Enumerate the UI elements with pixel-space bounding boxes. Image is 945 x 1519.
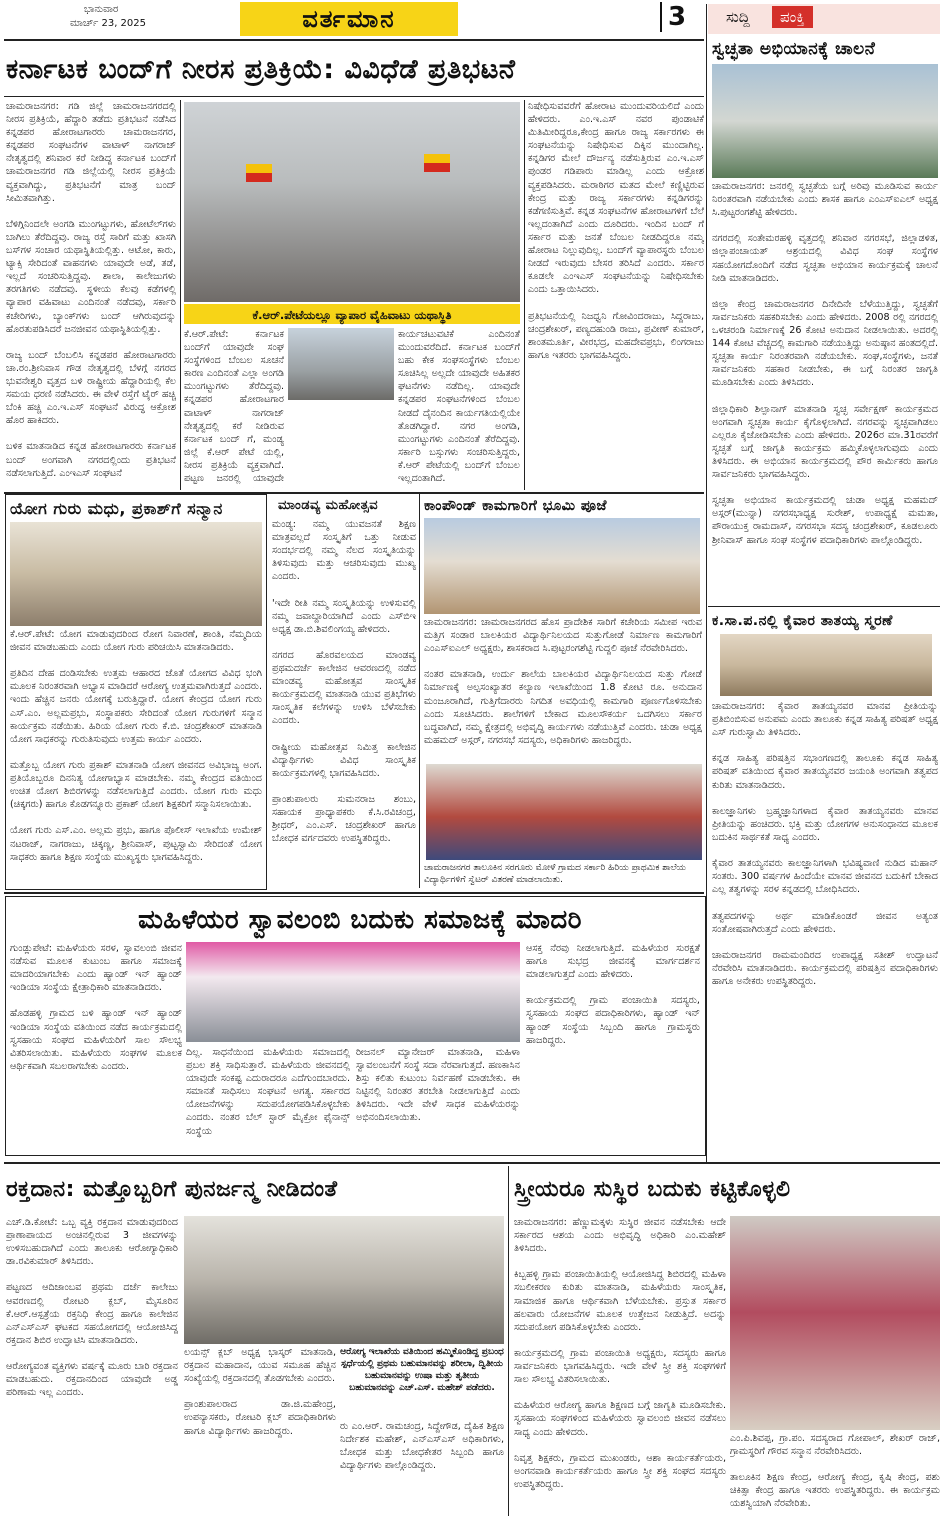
section-rule-3 [4,1162,940,1164]
kasapa-headline: ಕ.ಸಾ.ಪ.ನಲ್ಲಿ ಕೈವಾರ ತಾತಯ್ಯ ಸ್ಮರಣೆ [712,613,893,629]
masthead-rule [4,39,704,41]
mahila-col4: ಆಸಕ್ತ ನೆರವು ನೀಡಲಾಗುತ್ತಿದೆ. ಮಹಿಳೆಯರ ಸುರಕ್ಷತೆ ಹಾಗೂ ಸುಭದ್ರ ಜೀವನಕ್ಕೆ ಮಾರ್ಗದರ್ಶನ ಮಾಡಲಾಗುತ್ತದೆ ಎಂದು ಹೇಳಿದರು. ಕಾರ್ಯಕ್ರಮದಲ್ಲಿ ಗ್ರಾಮ ಪಂಚಾಯಿತಿ ಸದಸ್ಯರು, ಸ್ವಸಹಾಯ ಸಂಘದ ಪದಾಧಿಕಾರಿಗಳು, ಹ್ಯಾಂಡ್ ಇನ್ ಹ್ಯಾಂಡ್ ಸಂಸ್ಥೆಯ ಸಿಬ್ಬಂದಿ ಹಾಗೂ ಗ್ರಾಮಸ್ಥರು ಹಾಜರಿದ್ದರು. [526,943,700,1046]
kr-pete-caption-banner [184,304,520,324]
mahila-stage-photo [186,942,520,1042]
section-rule-2 [4,892,704,894]
kr-pete-col1: ಕೆ.ಆರ್.ಪೇಟೆ: ಕರ್ನಾಟಕ ಬಂದ್‌ಗೆ ಯಾವುದೇ ಸಂಘ ಸಂಸ್ಥೆಗಳಿಂದ ಬೆಂಬಲ ಸೂಚನೆ ಕಾರಣ ಎಂದಿನಂತೆ ಎಲ್ಲಾ ಅಂಗಡಿ ಮುಂಗಟ್ಟುಗಳು ತೆರೆದಿದ್ದವು. ಕನ್ನಡಪರ ಹೋರಾಟಗಾರ ವಾಟಾಳ್ ನಾಗರಾಜ್ ನೇತೃತ್ವದಲ್ಲಿ ಕರೆ ನೀಡಿರುವ ಕರ್ನಾಟಕ ಬಂದ್ ಗೆ, ಮಂಡ್ಯ ಜಿಲ್ಲೆ ಕೆ.ಆರ್ ಪೇಟೆ ಯಲ್ಲಿ, ನೀರಸ ಪ್ರತಿಕ್ರಿಯೆ ವ್ಯಕ್ತವಾಗಿದೆ. ಪಟ್ಟಣ ಜನರಲ್ಲಿ ಯಾವುದೇ [184,329,284,485]
bottom-col-rule [508,1166,509,1516]
mandavya-rule [419,494,420,888]
compound-body: ಚಾಮರಾಜನಗರ: ಚಾಮರಾಜನಗರದ ಹೊಸ ಪ್ರಾದೇಶಿಕ ಸಾರಿಗೆ ಕಚೇರಿಯ ಸಮೀಪ ಇರುವ ಮತ್ತಿಗ ಸಂಡಾರ ಬಾಲಕಿಯರ ವಿದ್ಯಾರ್ಥಿನಿಲಯದ ಸುತ್ತುಗೋಡೆ ನಿರ್ಮಾಣ ಕಾಮಗಾರಿಗೆ ಎಂಎಸ್‌ಐಎಲ್ ಅಧ್ಯಕ್ಷರು, ಶಾಸಕರಾದ ಸಿ.ಪುಟ್ಟರಂಗಶೆಟ್ಟಿ ಗುದ್ದಲಿ ಪೂಜೆ ನೆರವೇರಿಸಿದರು. ನಂತರ ಮಾತನಾಡಿ, ಉರ್ದು ಶಾಲೆಯ ಬಾಲಕಿಯರ ವಿದ್ಯಾರ್ಥಿನಿಲಯದ ಸುತ್ತು ಗೋಡೆ ನಿರ್ಮಾಣಕ್ಕೆ ಅಲ್ಪಸಂಖ್ಯಾತರ ಕಲ್ಯಾಣ ಇಲಾಖೆಯಿಂದ 1.8 ಕೋಟಿ ರೂ. ಅನುದಾನ ಮಂಜೂರಾಗಿದೆ, ಗುತ್ತಿಗೆದಾರರು ನಿಗದಿತ ಅವಧಿಯಲ್ಲಿ ಕಾಮಗಾರಿ ಪೂರ್ಣಗೊಳಿಸಬೇಕು ಎಂದು ಸೂಚಿಸಿದರು. ಶಾಲೆಗಳಿಗೆ ಬೇಕಾದ ಮೂಲಸೌಕರ್ಯ ಒದಗಿಸಲು ಸರ್ಕಾರ ಬದ್ಧವಾಗಿದೆ, ನಮ್ಮ ಕ್ಷೇತ್ರದಲ್ಲಿ ಅಭಿವೃದ್ಧಿ ಕಾರ್ಯಗಳು ನಡೆಯುತ್ತಿವೆ ಎಂದರು. ಚುಡಾ ಅಧ್ಯಕ್ಷ ಮಹಮದ್ ಅಸ್ಗರ್, ನಗರಸಭೆ ಸದಸ್ಯರು, ಅಧಿಕಾರಿಗಳು ಹಾಜರಿದ್ದರು. [424,617,702,746]
kr-pete-col2: ಕಾರ್ಯಚಟುವಟಿಕೆ ಎಂದಿನಂತೆ ಮುಂದುವರೆದಿದೆ. ಕರ್ನಾಟಕ ಬಂದ್‌ಗೆ ಬಹು ಕೇಕ ಸಂಘಸಂಸ್ಥೆಗಳು ಬೆಂಬಲ ಸೂಚಿಸಿಲ್ಲ ಅಲ್ಲದೇ ಯಾವುದೇ ಅಹಿತಕರ ಘಟನೆಗಳು ನಡೆದಿಲ್ಲ. ಯಾವುದೇ ಕನ್ನಡಪರ ಸಂಘಟನೆಗಳಿಂದ ಬೆಂಬಲ ನೀಡದೆ ದೈನಂದಿನ ಕಾರ್ಯಗತಿಯಲ್ಲಿಯೇ ತೊಡಗಿದ್ದಾರೆ. ನಗರ ಅಂಗಡಿ, ಮುಂಗಟ್ಟುಗಳು ಎಂದಿನಂತೆ ತೆರೆದಿದ್ದವು. ಸರ್ಕಾರಿ ಬಸ್ಸುಗಳು ಸಂಚರಿಸುತ್ತಿದ್ದರು, ಕೆ.ಆರ್ ಪೇಟೆಯಲ್ಲಿ ಬಂದ್‌ಗೆ ಬೆಂಬಲ ಇಲ್ಲದಂತಾಗಿದೆ. [398,329,520,485]
bhoomi-pooje-photo [424,518,700,614]
kr-pete-market-photo [288,328,394,400]
mahila-col1: ಗುಂಡ್ಲುಪೇಟೆ: ಮಹಿಳೆಯರು ಸರಳ, ಸ್ವಾವಲಂಬಿ ಜೀವನ ನಡೆಸುವ ಮೂಲಕ ಕುಟುಂಬ ಹಾಗೂ ಸಮಾಜಕ್ಕೆ ಮಾದರಿಯಾಗಬೇಕು ಎಂದು ಹ್ಯಾಂಡ್ ಇನ್ ಹ್ಯಾಂಡ್ ಇಂಡಿಯಾ ಸಂಸ್ಥೆಯ ಕ್ಷೇತ್ರಾಧಿಕಾರಿ ಮಾತನಾಡಿದರು. ಹೊಡಹಳ್ಳಿ ಗ್ರಾಮದ ಬಳಿ ಹ್ಯಾಂಡ್ ಇನ್ ಹ್ಯಾಂಡ್ ಇಂಡಿಯಾ ಸಂಸ್ಥೆಯ ವತಿಯಿಂದ ನಡೆದ ಕಾರ್ಯಕ್ರಮದಲ್ಲಿ ಸ್ವಸಹಾಯ ಸಂಘದ ಮಹಿಳೆಯರಿಗೆ ಸಾಲ ಸೌಲಭ್ಯ ವಿತರಿಸಲಾಯಿತು. ಮಹಿಳೆಯರು ಸಂಘಗಳ ಮೂಲಕ ಆರ್ಥಿಕವಾಗಿ ಸಬಲರಾಗಬೇಕು ಎಂದರು. [10,943,182,1072]
stree-right-col: ಎಂ.ಪಿ.ಶಿವಪ್ಪ, ಗ್ರಾ.ಪಂ. ಸದಸ್ಯರಾದ ಗೋಪಾಲ್, ಶೇಖರ್ ರಾಜ್, ಗ್ರಾಮಸ್ಥರಿಗೆ ಗೌರವ ಸನ್ಮಾನ ನೆರವೇರಿಸಿದರು. ತಾಲೂಕಿನ ಶಿಕ್ಷಣ ಕೇಂದ್ರ, ಆರೋಗ್ಯ ಕೇಂದ್ರ, ಕೃಷಿ ಕೇಂದ್ರ, ಪಶು ಚಿಕಿತ್ಸಾ ಕೇಂದ್ರ ಹಾಗೂ ಇತರರು ಉಪಸ್ಥಿತರಿದ್ದರು. ಈ ಕಾರ್ಯಕ್ರಮ ಯಶಸ್ವಿಯಾಗಿ ನೆರವೇರಿತು. [730,1433,940,1510]
main-headline: ಕರ್ನಾಟಕ ಬಂದ್‌ಗೆ ನೀರಸ ಪ್ರತಿಕ್ರಿಯೆ: ವಿವಿಧೆಡೆ ಪ್ರತಿಭಟನೆ [6,54,516,85]
main-col1: ಚಾಮರಾಜನಗರ: ಗಡಿ ಜಿಲ್ಲೆ ಚಾಮರಾಜನಗರದಲ್ಲಿ ನೀರಸ ಪ್ರತಿಕ್ರಿಯೆ, ಹೆದ್ದಾರಿ ತಡೆದು ಪ್ರತಿಭಟನೆ ನಡೆಸಿದ ಕನ್ನಡಪರ ಹೋರಾಟಗಾರರು ಚಾಮರಾಜನಗರ, ಕನ್ನಡಪರ ಸಂಘಟನೆಗಳ ವಾಟಾಳ್ ನಾಗರಾಜ್ ನೇತೃತ್ವದಲ್ಲಿ ಶನಿವಾರ ಕರೆ ನೀಡಿದ್ದ ಕರ್ನಾಟಕ ಬಂದ್‌ಗೆ ಚಾಮರಾಜನಗರ ಗಡಿ ಜಿಲ್ಲೆಯಲ್ಲಿ ನೀರಸ ಪ್ರತಿಕ್ರಿಯೆ ವ್ಯಕ್ತವಾಗಿದ್ದು, ಪ್ರತಿಭಟನೆಗೆ ಮಾತ್ರ ಬಂದ್ ಸೀಮಿತವಾಗಿತ್ತು. ಬೆಳಿಗ್ಗಿನಿಂದಲೇ ಅಂಗಡಿ ಮುಂಗಟ್ಟುಗಳು, ಹೋಟೆಲ್‌ಗಳು ಬಾಗಿಲು ತೆರೆದಿದ್ದವು. ರಾಜ್ಯ ರಸ್ತೆ ಸಾರಿಗೆ ಮತ್ತು ಖಾಸಗಿ ಬಸ್‌ಗಳ ಸಂಚಾರ ಯಥಾಸ್ಥಿತಿಯಲ್ಲಿತ್ತು. ಆಟೋ, ಕಾರು, ಟ್ಯಾಕ್ಸಿ ಸೇರಿದಂತೆ ವಾಹನಗಳು ಯಾವುದೇ ಅಡೆ, ತಡೆ, ಇಲ್ಲದೆ ಸಂಚರಿಸುತ್ತಿದ್ದವು. ಶಾಲಾ, ಕಾಲೇಜುಗಳು ತರಗತಿಗಳು ನಡೆದವು. ಸ್ಥಳೀಯ ಕೆಲವು ಕಡೆಗಳಲ್ಲಿ ವ್ಯಾಪಾರ ವಹಿವಾಟು ಎಂದಿನಂತೆ ನಡೆದವು, ಸರ್ಕಾರಿ ಕಚೇರಿಗಳು, ಬ್ಯಾಂಕ್‌ಗಳು ಬಂದ್ ಆಗಿರುವುದನ್ನು ಹೊರತುಪಡಿಸಿದರೆ ಜನಜೀವನ ಯಥಾಸ್ಥಿತಿಯಲ್ಲಿತ್ತು. ರಾಜ್ಯ ಬಂದ್ ಬೆಂಬಲಿಸಿ ಕನ್ನಡಪರ ಹೋರಾಟಗಾರರು ಚಾ.ರಂ.ಶ್ರೀನಿವಾಸ ಗೌಡ ನೇತೃತ್ವದಲ್ಲಿ ಬೆಳಗ್ಗೆ ನಗರದ ಭುವನೇಶ್ವರಿ ವೃತ್ತದ ಬಳಿ ರಾಷ್ಟ್ರೀಯ ಹೆದ್ದಾರಿಯಲ್ಲಿ ಕೆಲ ಸಮಯ ಧರಣಿ ನಡೆಸಿದರು. ಈ ವೇಳೆ ರಸ್ತೆಗೆ ಟೈರ್ ಹಚ್ಚಿ ಬೆಂಕಿ ಹಚ್ಚಿ ಎಂ.ಇ.ಎಸ್ ಸಂಘಟನೆ ವಿರುದ್ಧ ಆಕ್ರೋಶ ಹೊರ ಹಾಕಿದರು. ಬಳಿಕ ಮಾತನಾಡಿದ ಕನ್ನಡ ಹೋರಾಟಗಾರರು ಕರ್ನಾಟಕ ಬಂದ್ ಅಂಗವಾಗಿ ನಗರದಲ್ಲಿಂದು ಪ್ರತಿಭಟನೆ ನಡೆಸಲಾಗುತ್ತಿದೆ. ಎಂಇಎಸ್ ಸಂಘಟನೆ [6,101,176,479]
mahila-headline: ಮಹಿಳೆಯರ ಸ್ವಾವಲಂಬಿ ಬದುಕು ಸಮಾಜಕ್ಕೆ ಮಾದರಿ [138,905,582,935]
swachata-body: ಚಾಮರಾಜನಗರ: ಜನರಲ್ಲಿ ಸ್ವಚ್ಛತೆಯ ಬಗ್ಗೆ ಅರಿವು ಮೂಡಿಸುವ ಕಾರ್ಯ ನಿರಂತರವಾಗಿ ನಡೆಯಬೇಕು ಎಂದು ಶಾಸಕ ಹಾಗೂ ಎಂಎಸ್‌ಐಎಲ್ ಅಧ್ಯಕ್ಷ ಸಿ.ಪುಟ್ಟರಂಗಶೆಟ್ಟಿ ಹೇಳಿದರು. ನಗರದಲ್ಲಿ ಸಂತೇಮರಹಳ್ಳಿ ವೃತ್ತದಲ್ಲಿ ಶನಿವಾರ ನಗರಸಭೆ, ಜಿಲ್ಲಾಡಳಿತ, ಜಿಲ್ಲಾಪಂಚಾಯತ್ ಆಶ್ರಯದಲ್ಲಿ ವಿವಿಧ ಸಂಘ ಸಂಸ್ಥೆಗಳ ಸಹಯೋಗದೊಂದಿಗೆ ನಡೆದ ಸ್ವಚ್ಛತಾ ಅಭಿಯಾನ ಕಾರ್ಯಕ್ರಮಕ್ಕೆ ಚಾಲನೆ ನೀಡಿ ಮಾತನಾಡಿದರು. ಜಿಲ್ಲಾ ಕೇಂದ್ರ ಚಾಮರಾಜನಗರ ದಿನೇದಿನೇ ಬೆಳೆಯುತ್ತಿದ್ದು, ಸ್ವಚ್ಛತೆಗೆ ಸಾರ್ವಜನಿಕರು ಸಹಕರಿಸಬೇಕು ಎಂದು ಹೇಳಿದರು. 2008 ರಲ್ಲಿ ನಗರದಲ್ಲಿ ಒಳಚರಂಡಿ ನಿರ್ಮಾಣಕ್ಕೆ 26 ಕೋಟಿ ಅನುದಾನ ನೀಡಲಾಯಿತು. ಅದರಲ್ಲಿ 144 ಕೋಟಿ ವೆಚ್ಚದಲ್ಲಿ ಕಾಮಗಾರಿ ನಡೆಯುತ್ತಿದ್ದು ಅನುಷ್ಠಾನ ಹಂತದಲ್ಲಿದೆ. ಸ್ವಚ್ಛತಾ ಕಾರ್ಯ ನಿರಂತರವಾಗಿ ನಡೆಯಬೇಕು. ಸಂಘ,ಸಂಸ್ಥೆಗಳು, ಜನತೆ ಸಾರ್ವಜನಿಕರು ಸಹಕಾರ ನೀಡಬೇಕು, ಈ ಬಗ್ಗೆ ನಿರಂತರ ಜಾಗೃತಿ ಮೂಡಿಸಬೇಕು ಎಂದು ತಿಳಿಸಿದರು. ಜಿಲ್ಲಾಧಿಕಾರಿ ಶಿಲ್ಪಾನಾಗ್ ಮಾತನಾಡಿ ಸ್ವಚ್ಛ ಸರ್ವೇಕ್ಷಣ್ ಕಾರ್ಯಕ್ರಮದ ಅಂಗವಾಗಿ ಸ್ವಚ್ಛತಾ ಕಾರ್ಯ ಕೈಗೊಳ್ಳಲಾಗಿದೆ. ನಗರವನ್ನು ಸ್ವಚ್ಛವಾಗಿಡಲು ಎಲ್ಲರೂ ಕೈಜೋಡಿಸಬೇಕು ಎಂದು ಹೇಳಿದರು. 2026ರ ಮಾ.31ರವರೆಗೆ ಸ್ವಚ್ಛತೆ ಬಗ್ಗೆ ಜಾಗೃತಿ ಕಾರ್ಯಕ್ರಮ ಹಮ್ಮಿಕೊಳ್ಳಲಾಗುವುದು ಎಂದು ತಿಳಿಸಿದರು. ಈ ಅಭಿಯಾನ ಕಾರ್ಯಕ್ರಮದಲ್ಲಿ ಪೌರ ಕಾರ್ಮಿಕರು ಹಾಗೂ ಸಾರ್ವಜನಿಕರು ಭಾಗವಹಿಸಿದ್ದರು. ಸ್ವಚ್ಛತಾ ಅಭಿಯಾನ ಕಾರ್ಯಕ್ರಮದಲ್ಲಿ ಚುಡಾ ಅಧ್ಯಕ್ಷ ಮಹಮದ್ ಅಸ್ಗರ್(ಮುನ್ನಾ) ನಗರಸಭಾಧ್ಯಕ್ಷ ಸುರೇಶ್, ಉಪಾಧ್ಯಕ್ಷೆ ಮಮತಾ, ಪೌರಾಯುಕ್ತ ರಾಮದಾಸ್, ನಗರಸಭಾ ಸದಸ್ಯ ಚಂದ್ರಶೇಖರ್, ಕೂಡಲೂರು ಶ್ರೀನಿವಾಸ್ ಹಾಗೂ ಸಂಘ ಸಂಸ್ಥೆಗಳ ಪದಾಧಿಕಾರಿಗಳು ಪಾಲ್ಗೊಂಡಿದ್ದರು. [712,181,938,546]
masthead-date: ಮಾರ್ಚ್ 23, 2025 [70,18,146,29]
main-col3: ನಿಷೇಧಿಸುವವರೆಗೆ ಹೋರಾಟ ಮುಂದುವರಿಯಲಿದೆ ಎಂದು ಹೇಳಿದರು. ಎಂ.ಇ.ಎಸ್ ನವರ ಪುಂಡಾಟಿಕೆ ಮಿತಿಮೀರಿದ್ದರೂ,ಕೇಂದ್ರ ಹಾಗೂ ರಾಜ್ಯ ಸರ್ಕಾರಗಳು ಈ ಸಂಘಟನೆಯನ್ನು ನಿಷೇಧಿಸುವ ದಿಕ್ಕಿನ ಮುಂದಾಗಿಲ್ಲ. ಕನ್ನಡಿಗರ ಮೇಲೆ ದೌರ್ಜನ್ಯ ನಡೆಸುತ್ತಿರುವ ಎಂ.ಇ.ಎಸ್ ಪುಂಡರ ಗಡಿಪಾರು ಮಾಡಿಲ್ಲ ಎಂದು ಆಕ್ರೋಶ ವ್ಯಕ್ತಪಡಿಸಿದರು. ಮರಾಠಿಗರ ಮತದ ಮೇಲೆ ಕಣ್ಣಿಟ್ಟಿರುವ ಕೇಂದ್ರ ಮತ್ತು ರಾಜ್ಯ ಸರ್ಕಾರಗಳು ಕನ್ನಡಿಗರನ್ನು ಕಡೆಗಣಿಸುತ್ತಿವೆ. ಕನ್ನಡ ಸಂಘಟನೆಗಳ ಹೋರಾಟಗಳಿಗೆ ಬೆಲೆ ಇಲ್ಲದಂತಾಗಿದೆ ಎಂದು ದೂರಿದರು. ಇಂದಿನ ಬಂದ್ ಗೆ ಸರ್ಕಾರ ಮತ್ತು ಜನತೆ ಬೆಂಬಲ ನೀಡದಿದ್ದರೂ ನಮ್ಮ ಹೋರಾಟ ನಿಲ್ಲುವುದಿಲ್ಲ. ಬಂದ್‌ಗೆ ವ್ಯಾಪಾರಸ್ಥರು ಬೆಂಬಲ ನೀಡದೆ ಇರುವುದು ಬೇಸರ ತರಿಸಿದೆ ಎಂದರು. ಸರ್ಕಾರ ಕೂಡಲೇ ಎಂಇಎಸ್ ಸಂಘಟನೆಯನ್ನು ನಿಷೇಧಿಸಬೇಕು ಎಂದು ಒತ್ತಾಯಿಸಿದರು. ಪ್ರತಿಭಟನೆಯಲ್ಲಿ ನಿಜಧ್ವನಿ ಗೋವಿಂದರಾಜು, ಸಿದ್ದರಾಜು, ಚಂದ್ರಶೇಖರ್, ಪಣ್ಯದಹುಂಡಿ ರಾಜು, ಪ್ರವೀಣ್ ಕುಮಾರ್, ಶಾಂತಮೂರ್ತಿ, ವೀರಭದ್ರ, ಮಹದೇವಪ್ರಭು, ಲಿಂಗರಾಜು ಹಾಗೂ ಇತರರು ಭಾಗವಹಿಸಿದ್ದರು. [528,101,704,361]
page-number: 3 [660,2,686,32]
stree-body: ಚಾಮರಾಜನಗರ: ಹೆಣ್ಣುಮಕ್ಕಳು ಸುಸ್ಥಿರ ಜೀವನ ನಡೆಸಬೇಕು ಆದೇ ಸರ್ಕಾರದ ಆಶಯ ಎಂದು ಅಭಿವೃದ್ಧಿ ಅಧಿಕಾರಿ ಎಂ.ಮಹೇಶ್ ತಿಳಿಸಿದರು. ಕಿಬ್ಬಹಳ್ಳಿ ಗ್ರಾಮ ಪಂಚಾಯಿತಿಯಲ್ಲಿ ಆಯೋಜಿಸಿದ್ದ ಶಿಬಿರದಲ್ಲಿ ಮಹಿಳಾ ಸಬಲೀಕರಣ ಕುರಿತು ಮಾತನಾಡಿ, ಮಹಿಳೆಯರು ಸಾಂಸ್ಕೃತಿಕ, ಸಾಮಾಜಿಕ ಹಾಗೂ ಆರ್ಥಿಕವಾಗಿ ಬೆಳೆಯಬೇಕು. ಪ್ರಸ್ತುತ ಸರ್ಕಾರ ಹಲವಾರು ಯೋಜನೆಗಳ ಮೂಲಕ ಉತ್ತೇಜನ ನೀಡುತ್ತಿದೆ. ಅದನ್ನು ಸದುಪಯೋಗ ಪಡಿಸಿಕೊಳ್ಳಬೇಕು ಎಂದರು. ಕಾರ್ಯಕ್ರಮದಲ್ಲಿ ಗ್ರಾಮ ಪಂಚಾಯಿತಿ ಅಧ್ಯಕ್ಷರು, ಸದಸ್ಯರು ಹಾಗೂ ಸಾರ್ವಜನಿಕರು ಭಾಗವಹಿಸಿದ್ದರು. ಇದೇ ವೇಳೆ ಸ್ತ್ರೀ ಶಕ್ತಿ ಸಂಘಗಳಿಗೆ ಸಾಲ ಸೌಲಭ್ಯ ವಿತರಿಸಲಾಯಿತು. ಮಹಿಳೆಯರ ಆರೋಗ್ಯ ಹಾಗೂ ಶಿಕ್ಷಣದ ಬಗ್ಗೆ ಜಾಗೃತಿ ಮೂಡಿಸಬೇಕು. ಸ್ವಸಹಾಯ ಸಂಘಗಳಿಂದ ಮಹಿಳೆಯರು ಸ್ವಾವಲಂಬಿ ಜೀವನ ನಡೆಸಲು ಸಾಧ್ಯ ಎಂದು ಹೇಳಿದರು. ನಿವೃತ್ತ ಶಿಕ್ಷಕರು, ಗ್ರಾಮದ ಮುಖಂಡರು, ಆಶಾ ಕಾರ್ಯಕರ್ತೆಯರು, ಅಂಗನವಾಡಿ ಕಾರ್ಯಕರ್ತೆಯರು ಹಾಗೂ ಸ್ತ್ರೀ ಶಕ್ತಿ ಸಂಘದ ಸದಸ್ಯರು ಉಪಸ್ಥಿತರಿದ್ದರು. [514,1217,726,1490]
sidebar-rule-2 [708,606,940,607]
main-col-rule-1 [180,100,181,490]
raktadana-col3: ರು ಎಂ.ಆರ್. ರಾಮಚಂದ್ರ, ಸಿದ್ದೇಗೌಡ, ದೈಹಿಕ ಶಿಕ್ಷಣ ನಿರ್ದೇಶಕ ಮಹೇಶ್, ಎನ್‌ಎಸ್‌ಎಸ್ ಅಧಿಕಾರಿಗಳು, ಬೋಧಕ ಮತ್ತು ಬೋಧಕೇತರ ಸಿಬ್ಬಂದಿ ಹಾಗೂ ವಿದ್ಯಾರ್ಥಿಗಳು ಪಾಲ್ಗೊಂಡಿದ್ದರು. [340,1421,504,1472]
pankthi-label: ಪಂಕ್ತಿ [772,6,813,28]
swachata-headline: ಸ್ವಚ್ಛತಾ ಅಭಿಯಾನಕ್ಕೆ ಚಾಲನೆ [712,39,876,59]
sudhi-label: ಸುದ್ದಿ [726,8,750,26]
raktadana-headline: ರಕ್ತದಾನ: ಮತ್ತೊಬ್ಬರಿಗೆ ಪುನರ್ಜನ್ಮ ನೀಡಿದಂತೆ [6,1177,338,1202]
yoga-headline: ಯೋಗ ಗುರು ಮಧು, ಪ್ರಕಾಶ್‌ಗೆ ಸನ್ಮಾನ [10,499,223,518]
mandavya-body: ಮಂಡ್ಯ: ನಮ್ಮ ಯುವಜನತೆ ಶಿಕ್ಷಣ ಮಾತ್ರವಲ್ಲದೆ ಸಂಸ್ಕೃತಿಗೆ ಒತ್ತು ನೀಡುವ ಸಂದರ್ಭದಲ್ಲಿ ನಮ್ಮ ನೆಲದ ಸಂಸ್ಕೃತಿಯನ್ನು ತಿಳಿಸುವುದು ಮತ್ತು ಆಚರಿಸುವುದು ಮುಖ್ಯ ಎಂದರು. 'ಇದೇ ರೀತಿ ನಮ್ಮ ಸಂಸ್ಕೃತಿಯನ್ನು ಉಳಿಸುವಲ್ಲಿ ನಮ್ಮ ಜವಾಬ್ದಾರಿಯಾಗಿದೆ ಎಂದು ಎಸ್‌ಬಿಇ ಅಧ್ಯಕ್ಷ ಡಾ.ಬಿ.ಶಿವಲಿಂಗಯ್ಯ ಹೇಳಿದರು. ನಗರದ ಹೊರವಲಯದ ಮಾಂಡವ್ಯ ಪ್ರಥಮದರ್ಜೆ ಕಾಲೇಜಿನ ಆವರಣದಲ್ಲಿ ನಡೆದ ಮಾಂಡವ್ಯ ಮಹೋತ್ಸವ ಸಾಂಸ್ಕೃತಿಕ ಕಾರ್ಯಕ್ರಮದಲ್ಲಿ ಮಾತನಾಡಿ ಯುವ ಪ್ರತಿಭೆಗಳು ಸಾಂಸ್ಕೃತಿಕ ಕಲೆಗಳನ್ನು ಉಳಿಸಿ ಬೆಳೆಸಬೇಕು ಎಂದರು. ರಾಷ್ಟ್ರೀಯ ಮಹೋತ್ಸವ ನಿಮಿತ್ತ ಕಾಲೇಜಿನ ವಿದ್ಯಾರ್ಥಿಗಳು ವಿವಿಧ ಸಾಂಸ್ಕೃತಿಕ ಕಾರ್ಯಕ್ರಮಗಳಲ್ಲಿ ಭಾಗವಹಿಸಿದರು. ಪ್ರಾಂಶುಪಾಲರು ಸುಮನರಾಜ ಶಂಬು, ಸಹಾಯಕ ಪ್ರಾಧ್ಯಾಪಕರು ಕೆ.ಸಿ.ರವಿಚಂದ್ರ, ಶ್ರೀಧರ್, ಎಂ.ಎಸ್. ಚಂದ್ರಶೇಖರ್ ಹಾಗೂ ಬೋಧಕ ವರ್ಗದವರು ಉಪಸ್ಥಿತರಿದ್ದರು. [272,519,416,845]
sweater-caption: ಚಾಮರಾಜನಗರ ತಾಲೂಕಿನ ಸರಗೂರು ಮೋಳೆ ಗ್ರಾಮದ ಸರ್ಕಾರಿ ಹಿರಿಯ ಪ್ರಾಥಮಿಕ ಶಾಲೆಯ ವಿದ್ಯಾರ್ಥಿಗಳಿಗೆ ಸ್ವೆಟರ್ ವಿತರಣೆ ಮಾಡಲಾಯಿತು. [424,863,686,885]
compound-headline: ಕಾಂಪೌಂಡ್ ಕಾಮಗಾರಿಗೆ ಭೂಮಿ ಪೂಜೆ [424,498,607,514]
bandh-protest-photo [184,102,520,302]
masthead-logo [240,2,458,36]
stree-headline: ಸ್ತ್ರೀಯರೂ ಸುಸ್ಥಿರ ಬದುಕು ಕಟ್ಟಿಕೊಳ್ಳಲಿ [514,1177,791,1202]
mahila-col2: ದಿಲ್ಲ. ಸಾಧನೆಯಿಂದ ಮಹಿಳೆಯರು ಸಮಾಜದಲ್ಲಿ ಪ್ರಬಲ ಶಕ್ತಿ ಸಾಧಿಸುತ್ತಾರೆ. ಮಹಿಳೆಯರು ಜೀವನದಲ್ಲಿ ಯಾವುದೇ ಸಂಕಷ್ಟ ಎದುರಾದರೂ ಎದೆಗುಂದಬಾರದು. ಸಮಾನತೆ ಸಾಧಿಸಲು ಸಂಘಟನೆ ಅಗತ್ಯ. ಸರ್ಕಾರದ ಯೋಜನೆಗಳನ್ನು ಸದುಪಯೋಗಪಡಿಸಿಕೊಳ್ಳಬೇಕು ಎಂದರು. ನಂತರ ಬೆಲ್ ಸ್ಟಾರ್ ಮೈಕ್ರೋ ಫೈನಾನ್ಸ್ ಸಂಸ್ಥೆಯ [186,1047,350,1137]
mahila-col3: ರೀಜನಲ್ ಮ್ಯಾನೇಜರ್ ಮಾತನಾಡಿ, ಮಹಿಳಾ ಸ್ವಾವಲಂಬನೆಗೆ ಸಂಸ್ಥೆ ಸದಾ ನೆರವಾಗುತ್ತದೆ. ಹಣಕಾಸಿನ ಶಿಸ್ತು ಕಲಿತು ಕುಟುಂಬ ನಿರ್ವಹಣೆ ಮಾಡಬೇಕು. ಈ ನಿಟ್ಟಿನಲ್ಲಿ ನಿರಂತರ ತರಬೇತಿ ನೀಡಲಾಗುತ್ತಿದೆ ಎಂದು ತಿಳಿಸಿದರು. ಇದೇ ವೇಳೆ ಸಾಧಕ ಮಹಿಳೆಯರನ್ನು ಅಭಿನಂದಿಸಲಾಯಿತು. [356,1047,520,1124]
sweater-distribution-photo [426,764,702,860]
masthead-day: ಭಾನುವಾರ [84,4,119,15]
yoga-body: ಕೆ.ಆರ್.ಪೇಟೆ: ಯೋಗ ಮಾಡುವುದರಿಂದ ರೋಗ ನಿವಾರಣೆ, ಶಾಂತಿ, ನೆಮ್ಮದಿಯ ಜೀವನ ಮಾಡಬಹುದು ಎಂದು ಯೋಗ ಗುರು ಪರಿಚಯಿಸಿ ಮಾತನಾಡಿದರು. ಪ್ರತಿದಿನ ದೇಹ ದಂಡಿಸಬೇಕು ಉತ್ತಮ ಆಹಾರದ ಜೊತೆ ಯೋಗದ ವಿವಿಧ ಭಂಗಿ ಮೂಲಕ ನಿರಂತರವಾಗಿ ಅಭ್ಯಾಸ ಮಾಡಿದರೆ ಆರೋಗ್ಯ ಉತ್ತಮವಾಗಿರುತ್ತದೆ ಎಂದರು. ಇಂದು ಹೆಚ್ಚಿನ ಜನರು ಯೋಗಕ್ಕೆ ಬರುತ್ತಿದ್ದಾರೆ. ಯೋಗ ಕೇಂದ್ರದ ಯೋಗ ಗುರು ಎಸ್.ಎಂ. ಅಲ್ಲಮಪ್ರಭು, ಸಂಸ್ಥಾಪಕರು ಸೇರಿದಂತೆ ಯೋಗ ಗುರುಗಳಿಗೆ ಸನ್ಮಾನ ಕಾರ್ಯಕ್ರಮ ನಡೆಯಿತು. ಹಿರಿಯ ಯೋಗ ಗುರು ಕೆ.ಬಿ. ಚಂದ್ರಶೇಖರ್ ಮಾತನಾಡಿ ಯೋಗ ಸಾಧಕರನ್ನು ಗುರುತಿಸುವುದು ಉತ್ತಮ ಕಾರ್ಯ ಎಂದರು. ಮತ್ತೊಬ್ಬ ಯೋಗ ಗುರು ಪ್ರಕಾಶ್ ಮಾತನಾಡಿ ಯೋಗ ಜೀವನದ ಅವಿಭಾಜ್ಯ ಅಂಗ. ಪ್ರತಿಯೊಬ್ಬರೂ ದಿನನಿತ್ಯ ಯೋಗಾಭ್ಯಾಸ ಮಾಡಬೇಕು. ನಮ್ಮ ಕೇಂದ್ರದ ವತಿಯಿಂದ ಉಚಿತ ಯೋಗ ಶಿಬಿರಗಳನ್ನು ನಡೆಸಲಾಗುತ್ತಿದೆ ಎಂದರು. ಯೋಗ ಗುರು ಮಧು (ಚಿಕ್ಕಗರು) ಹಾಗೂ ಕೊಡಗನ್ನೂರು ಪ್ರಕಾಶ್ ಯೋಗ ಶಿಕ್ಷಕರಿಗೆ ಸನ್ಮಾನಿಸಲಾಯಿತು. ಯೋಗ ಗುರು ಎಸ್.ಎಂ. ಅಲ್ಲಮ ಪ್ರಭು, ಹಾಗೂ ಪೊಲೀಸ್ ಇಲಾಖೆಯ ಉಮೇಶ್ ನಟರಾಜ್, ನಾಗರಾಜು, ಚಿಕ್ಕಣ್ಣ, ಶ್ರೀನಿವಾಸ್, ಪುಟ್ಟಸ್ವಾಮಿ ಸೇರಿದಂತೆ ಯೋಗ ಸಾಧಕರು ಹಾಗೂ ಶಿಕ್ಷಣ ಸಂಸ್ಥೆಯ ಮುಖ್ಯಸ್ಥರು ಭಾಗವಹಿಸಿದ್ದರು. [10,629,262,863]
flag-red-yellow-icon [246,164,272,182]
kr-pete-caption: ಕೆ.ಆರ್.ಪೇಟೆಯಲ್ಲೂ ವ್ಯಾಪಾರ ವೈಹಿವಾಟು ಯಥಾಸ್ಥಿತಿ [252,308,452,322]
logo-text: ವರ್ತಮಾನ [302,5,396,33]
raktadana-col1: ಎಚ್.ಡಿ.ಕೋಟೆ: ಒಬ್ಬ ವ್ಯಕ್ತಿ ರಕ್ತದಾನ ಮಾಡುವುದರಿಂದ ಪ್ರಾಣಾಪಾಯದ ಅಂಚಿನಲ್ಲಿರುವ 3 ಜೀವಗಳನ್ನು ಉಳಿಸಬಹುದಾಗಿದೆ ಎಂದು ತಾಲೂಕು ಆರೋಗ್ಯಾಧಿಕಾರಿ ಡಾ.ರವಿಕುಮಾರ್ ತಿಳಿಸಿದರು. ಪಟ್ಟಣದ ಆದಿಜಾಂಬವ ಪ್ರಥಮ ದರ್ಜೆ ಕಾಲೇಜು ಆವರಣದಲ್ಲಿ ರೋಟರಿ ಕ್ಲಬ್, ಮೈಸೂರಿನ ಕೆ.ಆರ್.ಆಸ್ಪತ್ರೆಯ ರಕ್ತನಿಧಿ ಕೇಂದ್ರ ಹಾಗೂ ಕಾಲೇಜಿನ ಎನ್‌ಎಸ್‌ಎಸ್ ಘಟಕದ ಸಹಯೋಗದಲ್ಲಿ ಆಯೋಜಿಸಿದ್ದ ರಕ್ತದಾನ ಶಿಬಿರ ಉದ್ಘಾಟಿಸಿ ಮಾತನಾಡಿದರು. ಆರೋಗ್ಯವಂತ ವ್ಯಕ್ತಿಗಳು ವರ್ಷಕ್ಕೆ ಮೂರು ಬಾರಿ ರಕ್ತದಾನ ಮಾಡಬಹುದು. ರಕ್ತದಾನದಿಂದ ಯಾವುದೇ ಅಡ್ಡ ಪರಿಣಾಮ ಇಲ್ಲ ಎಂದರು. [6,1217,178,1399]
main-col-rule-2 [524,100,525,490]
masthead [0,0,705,40]
kasapa-body: ಚಾಮರಾಜನಗರ: ಕೈವಾರ ತಾತಯ್ಯನವರ ಮಾನವ ಪ್ರೀತಿಯನ್ನು ಪ್ರತಿಬಿಂಬಿಸುವ ಅನುಪಮ ಎಂದು ತಾಲೂಕು ಕನ್ನಡ ಸಾಹಿತ್ಯ ಪರಿಷತ್ ಅಧ್ಯಕ್ಷ ಎಸ್ ಗುರುಸ್ವಾಮಿ ತಿಳಿಸಿದರು. ಕನ್ನಡ ಸಾಹಿತ್ಯ ಪರಿಷತ್ತಿನ ಸಭಾಂಗಣದಲ್ಲಿ ತಾಲೂಕು ಕನ್ನಡ ಸಾಹಿತ್ಯ ಪರಿಷತ್ ವತಿಯಿಂದ ಕೈವಾರ ತಾತಯ್ಯನವರ ಜಯಂತಿ ಅಂಗವಾಗಿ ತತ್ವಪದ ಕುರಿತು ಮಾತನಾಡಿದರು. ಕಾಲಜ್ಞಾನಿಗಳು ಬ್ರಹ್ಮಜ್ಞಾನಿಗಳಾದ ಕೈವಾರ ತಾತಯ್ಯನವರು ಮಾನವ ಪ್ರೀತಿಯನ್ನು ಹಂಚಿದರು. ಭಕ್ತಿ ಮತ್ತು ಯೋಗಗಳ ಅನುಸಂಧಾನದ ಮೂಲಕ ಬದುಕಿನ ಸಾರ್ಥಕತೆ ಸಾಧ್ಯ ಎಂದರು. ಕೈವಾರ ತಾತಯ್ಯನವರು ಕಾಲಜ್ಞಾನಿಗಳಾಗಿ ಭವಿಷ್ಯವಾಣಿ ನುಡಿದ ಮಹಾನ್ ಸಂತರು. 300 ವರ್ಷಗಳ ಹಿಂದೆಯೇ ಮಾನವ ಜೀವನದ ಬದುಕಿಗೆ ಬೇಕಾದ ಎಲ್ಲ ತತ್ವಗಳನ್ನು ಸರಳ ಕನ್ನಡದಲ್ಲಿ ಬೋಧಿಸಿದರು. ತತ್ವಪದಗಳನ್ನು ಅರ್ಥ ಮಾಡಿಕೊಂಡರೆ ಜೀವನ ಅತ್ಯಂತ ಸಂತೋಷವಾಗಿರುತ್ತದೆ ಎಂದು ಹೇಳಿದರು. ಚಾಮರಾಜನಗರ ರಾಮಮಂದಿರದ ಉಪಾಧ್ಯಕ್ಷ ಸತೀಶ್ ಉದ್ಘಾಟನೆ ನೆರವೇರಿಸಿ ಮಾತನಾಡಿದರು. ಕಾರ್ಯಕ್ರಮದಲ್ಲಿ ಪರಿಷತ್ತಿನ ಪದಾಧಿಕಾರಿಗಳು ಹಾಗೂ ಅನೇಕರು ಉಪಸ್ಥಿತರಿದ್ದರು. [712,701,938,987]
blood-donation-photo [184,1216,504,1344]
essay-prize-caption: ಆರೋಗ್ಯ ಇಲಾಖೆಯ ವತಿಯಿಂದ ಹಮ್ಮಿಕೊಂಡಿದ್ದ ಪ್ರಬಂಧ ಸ್ಪರ್ಧೆಯಲ್ಲಿ ಪ್ರಥಮ ಬಹುಮಾನವನ್ನು ಶರೀಲಾ, ದ್ವಿತೀಯ ಬಹುಮಾನವನ್ನು ಉಷಾ ಮತ್ತು ತೃತೀಯ ಬಹುಮಾನವನ್ನು ಎಚ್.ಎಸ್. ಮಹೇಶ್ ಪಡೆದರು. [340,1347,504,1393]
flag-red-yellow-icon [424,154,450,172]
main-rule [4,96,704,97]
raktadana-col2: ಲಯನ್ಸ್ ಕ್ಲಬ್ ಅಧ್ಯಕ್ಷ ಭಾಸ್ಕರ್ ಮಾತನಾಡಿ, ರಕ್ತದಾನ ಮಹಾದಾನ, ಯುವ ಸಮೂಹ ಹೆಚ್ಚಿನ ಸಂಖ್ಯೆಯಲ್ಲಿ ರಕ್ತದಾನದಲ್ಲಿ ತೊಡಗಬೇಕು ಎಂದರು. ಪ್ರಾಂಶುಪಾಲರಾದ ಡಾ.ಜಿ.ಮಹೇಂದ್ರ, ಉಪನ್ಯಾಸಕರು, ರೋಟರಿ ಕ್ಲಬ್ ಪದಾಧಿಕಾರಿಗಳು ಹಾಗೂ ವಿದ್ಯಾರ್ಥಿಗಳು ಹಾಜರಿದ್ದರು. [184,1347,336,1437]
stree-event-photo [730,1216,940,1430]
mandavya-headline: ಮಾಂಡವ್ಯ ಮಹೋತ್ಸವ [278,498,379,513]
swachata-rally-photo [712,64,938,178]
kasapa-photo [720,634,932,696]
sidebar-rule [706,4,707,1164]
yoga-group-photo [10,522,262,626]
sidebar-header [708,4,940,34]
